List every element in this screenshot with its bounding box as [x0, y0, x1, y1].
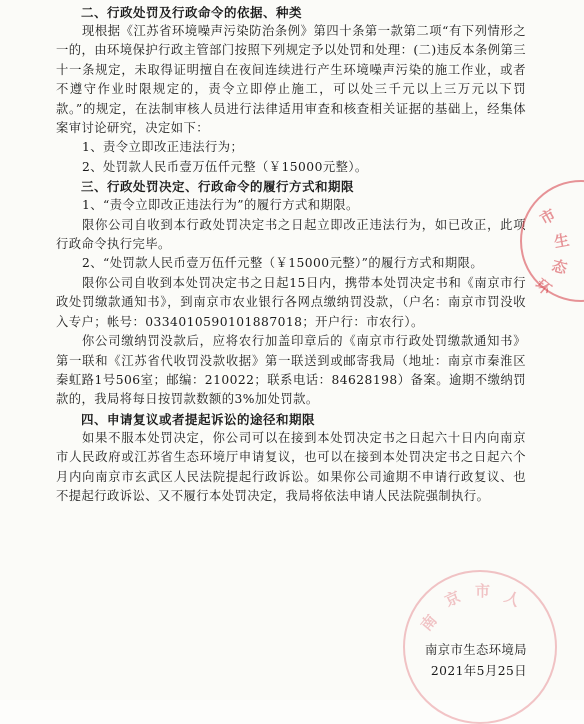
document-body [56, 3, 526, 506]
decision-1: 1、责令立即改正违法行为； [82, 140, 244, 155]
s3-item2-title: 2、“处罚款人民币壹万伍仟元整（￥15000元整）”的履行方式和期限。 [82, 256, 484, 271]
seal-bottom-char-1: 南 [417, 611, 441, 635]
seal-bottom-char-4: 人 [501, 587, 523, 611]
section2-body: 现根据《江苏省环境噪声污染防治条例》第四十条第一款第二项“有下列情形之一的，由环境保护行政主管部门按照下列规定予以处罚和处理：(二)违反本条例第三十一条规定，未取得证明擅自在夜间连续进行产生环境噪声污染的施工作业，或者不遵守作业时限规定的，责令立即停止施工，可以处三千元以上三万元以下罚款。”的规定，在法制审核人员进行法律适用审查和核查相关证据的基础上，经集体案审讨论研究，决定如下： [56, 24, 526, 136]
s3-item1-title: 1、“责令立即改正违法行为”的履行方式和期限。 [82, 198, 359, 213]
official-seal-right [520, 180, 584, 302]
section2-title: 二、行政处罚及行政命令的依据、种类 [81, 5, 303, 20]
issue-date: 2021年5月25日 [430, 664, 527, 678]
seal-bottom-char-3: 市 [475, 582, 491, 600]
s3-item2-body: 限你公司自收到本处罚决定书之日起15日内，携带本处罚决定书和《南京市行政处罚缴款通知书》，到南京市农业银行各网点缴纳罚没款，（户名：南京市罚没收入专户；帐号：0334010590101887018；开户行：市农行）。 [56, 275, 526, 329]
section4-body: 如果不服本处罚决定，你公司可以在接到本处罚决定书之日起六十日内向南京市人民政府或江苏省生态环境厅申请复议，也可以在接到本处罚决定书之日起六个月内向南京市玄武区人民法院提起行政诉讼。如果你公司逾期不申请行政复议、也不提起行政诉讼、又不履行本处罚决定，我局将依法申请人民法院强制执行。 [56, 430, 526, 503]
section3-title: 三、行政处罚决定、行政命令的履行方式和期限 [81, 179, 355, 195]
s3-item1-body: 限你公司自收到本行政处罚决定书之日起立即改正违法行为，如已改正，此项行政命令执行完毕。 [56, 217, 526, 252]
decision-2: 2、处罚款人民币壹万伍仟元整（￥15000元整）。 [82, 159, 368, 174]
seal-right-char-1: 市 [536, 205, 559, 229]
section4-title: 四、申请复议或者提起诉讼的途径和期限 [81, 411, 316, 427]
issuer-name: 南京市生态环境局 [425, 643, 527, 657]
seal-right-char-3: 态 [549, 256, 569, 278]
seal-bottom-char-2: 京 [442, 587, 464, 611]
s3-item2-body2: 你公司缴纳罚没款后，应将农行加盖印章后的《南京市行政处罚缴款通知书》第一联和《江苏省代收罚没款收据》第一联送到或邮寄我局（地址：南京市秦淮区秦虹路1号506室；邮编：210022；联系电话：84628198）备案。逾期不缴纳罚款的，我局将每日按罚款数额的3%加处罚款。 [56, 334, 526, 407]
seal-right-char-2: 生 [552, 230, 571, 252]
seal-right-char-4: 环 [531, 275, 555, 299]
